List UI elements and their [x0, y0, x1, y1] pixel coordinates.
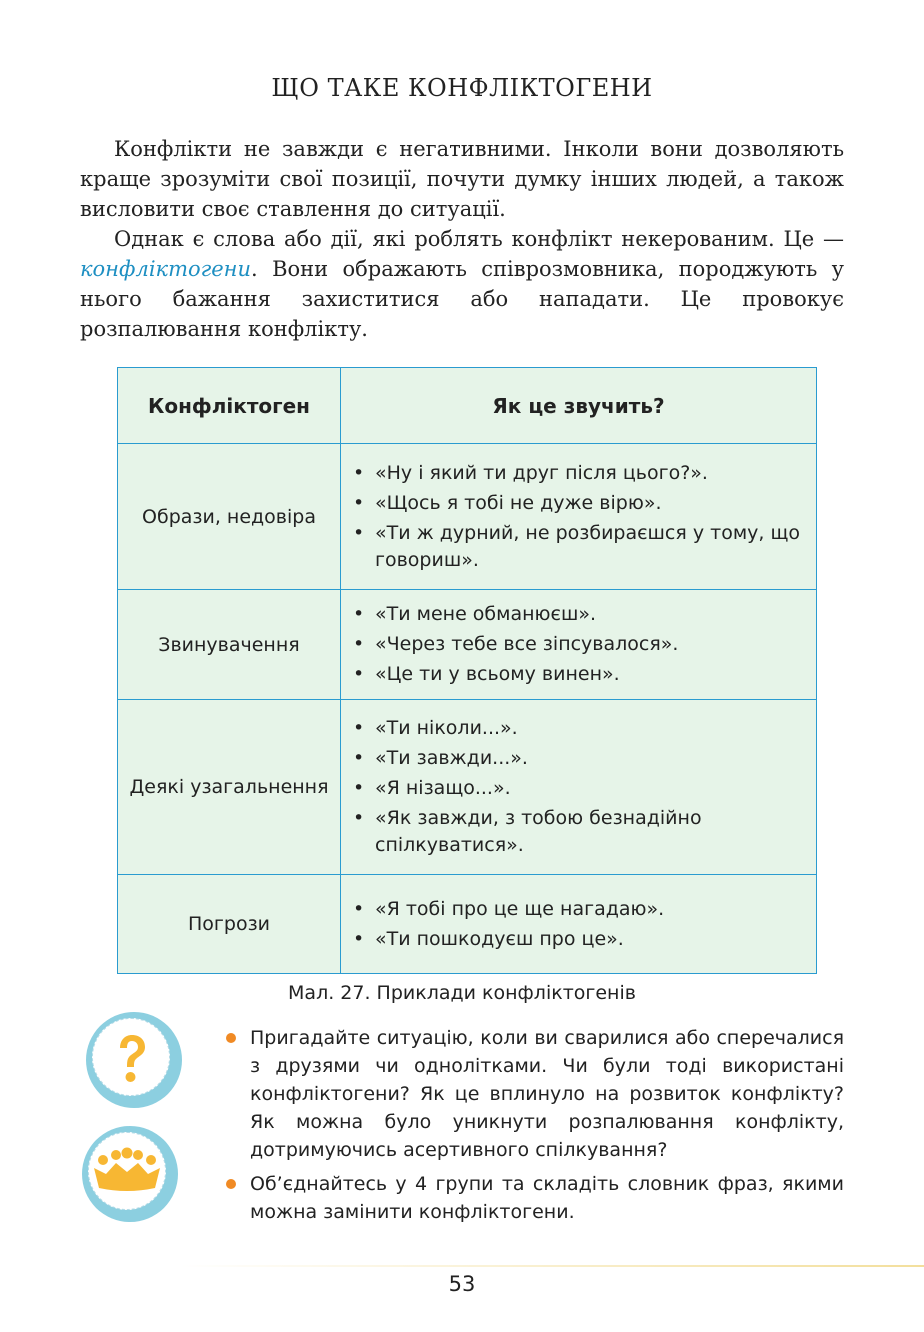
table-row	[118, 590, 817, 700]
table-header-row	[118, 368, 817, 444]
example-item: • «Як завжди, з тобою безнадійно спілкуватися».	[351, 805, 804, 859]
question-mark-icon	[86, 1012, 182, 1108]
row-kind: Образи, недовіра	[118, 444, 341, 590]
table-row	[118, 700, 817, 875]
term-highlight: конфліктогени	[80, 257, 252, 281]
task-item: Об’єднайтесь у 4 групи та складіть словник фраз, якими можна замінити конфліктогени.	[224, 1170, 844, 1226]
row-kind: Звинувачення	[118, 590, 341, 700]
intro-text	[80, 134, 844, 344]
example-item: • «Це ти у всьому винен».	[351, 661, 804, 688]
figure-caption: Мал. 27. Приклади конфліктогенів	[288, 982, 636, 1004]
example-item: • «Ти ж дурний, не розбираєшся у тому, що говориш».	[351, 520, 804, 574]
page-number: 53	[448, 1272, 476, 1296]
row-kind: Погрози	[118, 875, 341, 974]
example-item: • «Я нізащо...».	[351, 775, 804, 802]
example-item: • «Я тобі про це ще нагадаю».	[351, 896, 804, 923]
example-item: • «Ти мене обманюєш».	[351, 601, 804, 628]
conflictogen-table	[117, 367, 817, 974]
header-conflictogen: Конфліктоген	[118, 368, 341, 444]
task-list	[224, 1024, 844, 1232]
page-title: ЩО ТАКЕ КОНФЛІКТОГЕНИ	[271, 74, 653, 102]
example-item: • «Ти ніколи...».	[351, 715, 804, 742]
header-how-it-sounds: Як це звучить?	[341, 368, 817, 444]
row-examples	[341, 700, 817, 875]
crown-people-glyph	[92, 1146, 162, 1196]
table-row	[118, 444, 817, 590]
row-examples	[341, 590, 817, 700]
example-item: • «Ти пошкодуєш про це».	[351, 926, 804, 953]
example-item: • «Ну і який ти друг після цього?».	[351, 460, 804, 487]
paragraph-2-end: . Вони ображають співрозмовника, породжують у нього бажання захиститися або нападати. Це провокує розпалювання конфлікту.	[80, 257, 844, 341]
example-item: • «Ти завжди...».	[351, 745, 804, 772]
paragraph-1: Конфлікти не завжди є негативними. Інколи вони дозволяють краще зрозуміти свої позиції, почути думку інших людей, а також висловити своє ставлення до ситуації.	[80, 137, 844, 221]
group-work-icon	[82, 1126, 178, 1222]
group-icon-inner	[88, 1132, 166, 1210]
example-item: • «Щось я тобі не дуже вірю».	[351, 490, 804, 517]
table-row	[118, 875, 817, 974]
paragraph-2	[80, 224, 844, 344]
paragraph-2-start: Однак є слова або дії, які роблять конфлікт некерованим. Це —	[114, 227, 844, 251]
row-examples	[341, 444, 817, 590]
question-mark-glyph	[101, 1027, 161, 1087]
row-kind: Деякі узагальнення	[118, 700, 341, 875]
row-examples	[341, 875, 817, 974]
example-item: • «Через тебе все зіпсувалося».	[351, 631, 804, 658]
footer-divider	[180, 1265, 924, 1267]
question-icon-inner	[92, 1018, 170, 1096]
task-item: Пригадайте ситуацію, коли ви сварилися або сперечалися з друзями чи однолітками. Чи були тоді використані конфліктогени? Як це вплинуло на розвиток конфлікту? Як можна було уникнути розпалювання конфлікту, дотримуючись асертивного спілкування?	[224, 1024, 844, 1164]
